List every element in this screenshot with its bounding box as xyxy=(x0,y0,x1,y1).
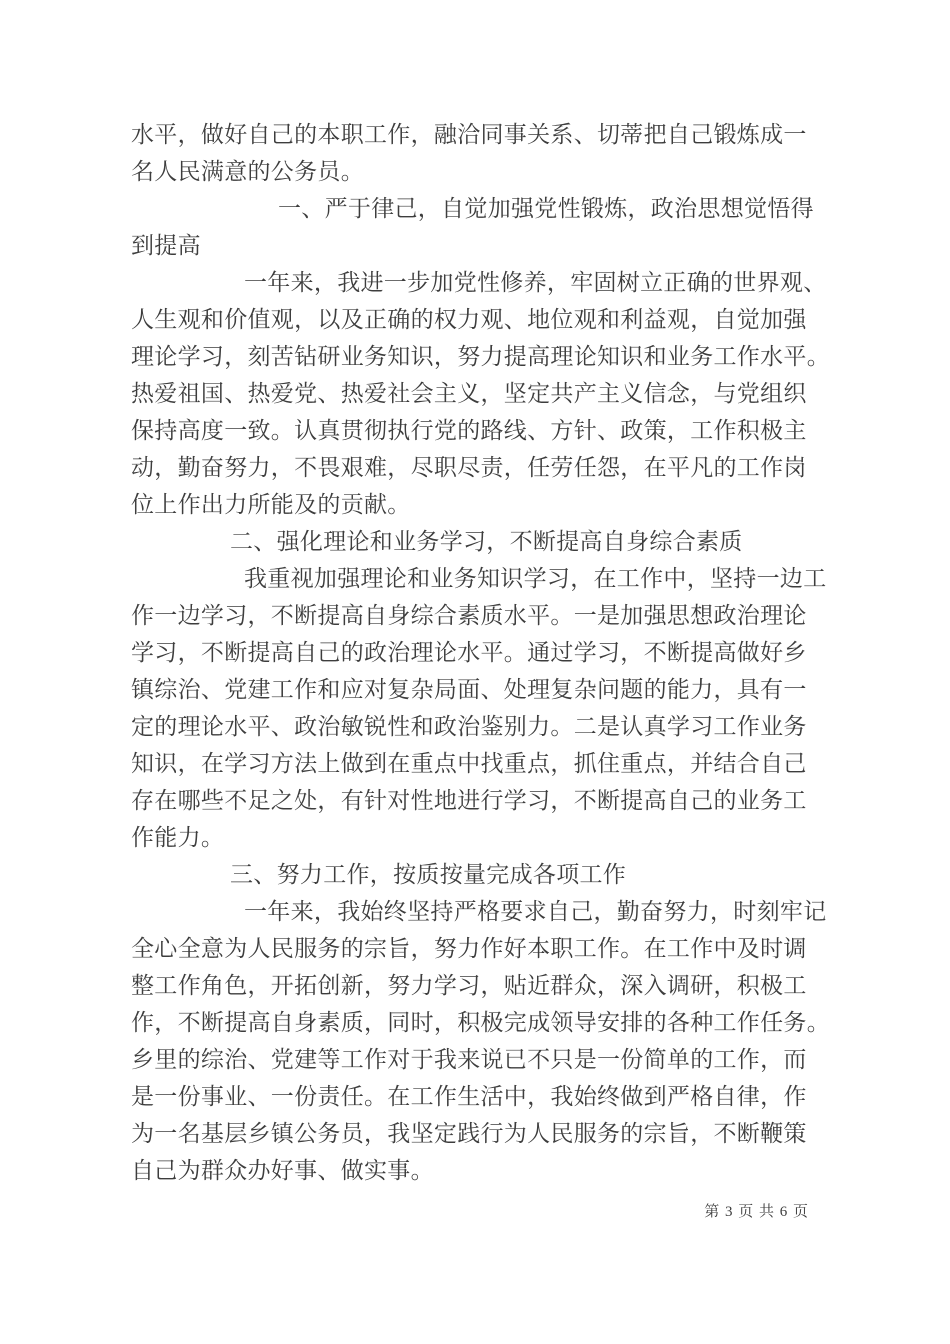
text-line: 保持高度一致。认真贯彻执行党的路线、方针、政策，工作积极主 xyxy=(131,418,807,443)
text-line: 自己为群众办好事、做实事。 xyxy=(131,1158,434,1183)
page-number-footer xyxy=(704,1202,809,1222)
text-line: 整工作角色，开拓创新，努力学习，贴近群众，深入调研，积极工 xyxy=(131,973,807,998)
text-line: 是一份事业、一份责任。在工作生活中，我始终做到严格自律，作 xyxy=(131,1084,807,1109)
document-body xyxy=(131,116,831,1189)
text-line: 学习，不断提高自己的政治理论水平。通过学习，不断提高做好乡 xyxy=(131,640,807,665)
text-line: 定的理论水平、政治敏锐性和政治鉴别力。二是认真学习工作业务 xyxy=(131,714,807,739)
text-line: 动，勤奋努力，不畏艰难，尽职尽责，任劳任怨，在平凡的工作岗 xyxy=(131,455,807,480)
text-line: 知识，在学习方法上做到在重点中找重点，抓住重点，并结合自己 xyxy=(131,751,807,776)
text-line: 水平，做好自己的本职工作，融洽同事关系、切蒂把自己锻炼成一 xyxy=(131,122,807,147)
text-line: 理论学习，刻苦钻研业务知识，努力提高理论知识和业务工作水平。 xyxy=(131,344,830,369)
text-line: 一年来，我始终坚持严格要求自己，勤奋努力，时刻牢记 xyxy=(244,899,827,924)
heading-line: 一、严于律己，自觉加强党性锻炼，政治思想觉悟得 xyxy=(278,196,814,221)
text-line: 为一名基层乡镇公务员，我坚定践行为人民服务的宗旨，不断鞭策 xyxy=(131,1121,807,1146)
text-line: 作能力。 xyxy=(131,825,225,850)
heading-line: 三、努力工作，按质按量完成各项工作 xyxy=(230,862,627,887)
text-line: 位上作出力所能及的贡献。 xyxy=(131,492,411,517)
text-line: 镇综治、党建工作和应对复杂局面、处理复杂问题的能力，具有一 xyxy=(131,677,807,702)
text-line: 我重视加强理论和业务知识学习，在工作中，坚持一边工 xyxy=(244,566,827,591)
heading-line: 到提高 xyxy=(131,233,201,258)
text-line: 人生观和价值观，以及正确的权力观、地位观和利益观，自觉加强 xyxy=(131,307,807,332)
page-indicator: 第 3 页 共 6 页 xyxy=(704,1204,809,1220)
text-line: 作，不断提高自身素质，同时，积极完成领导安排的各种工作任务。 xyxy=(131,1010,830,1035)
heading-line: 二、强化理论和业务学习，不断提高自身综合素质 xyxy=(230,529,743,554)
text-line: 一年来，我进一步加党性修养，牢固树立正确的世界观、 xyxy=(244,270,827,295)
text-line: 全心全意为人民服务的宗旨，努力作好本职工作。在工作中及时调 xyxy=(131,936,807,961)
text-line: 存在哪些不足之处，有针对性地进行学习，不断提高自己的业务工 xyxy=(131,788,807,813)
text-line: 名人民满意的公务员。 xyxy=(131,159,364,184)
text-line: 乡里的综治、党建等工作对于我来说已不只是一份简单的工作，而 xyxy=(131,1047,807,1072)
text-line: 作一边学习，不断提高自身综合素质水平。一是加强思想政治理论 xyxy=(131,603,807,628)
text-line: 热爱祖国、热爱党、热爱社会主义，坚定共产主义信念，与党组织 xyxy=(131,381,807,406)
